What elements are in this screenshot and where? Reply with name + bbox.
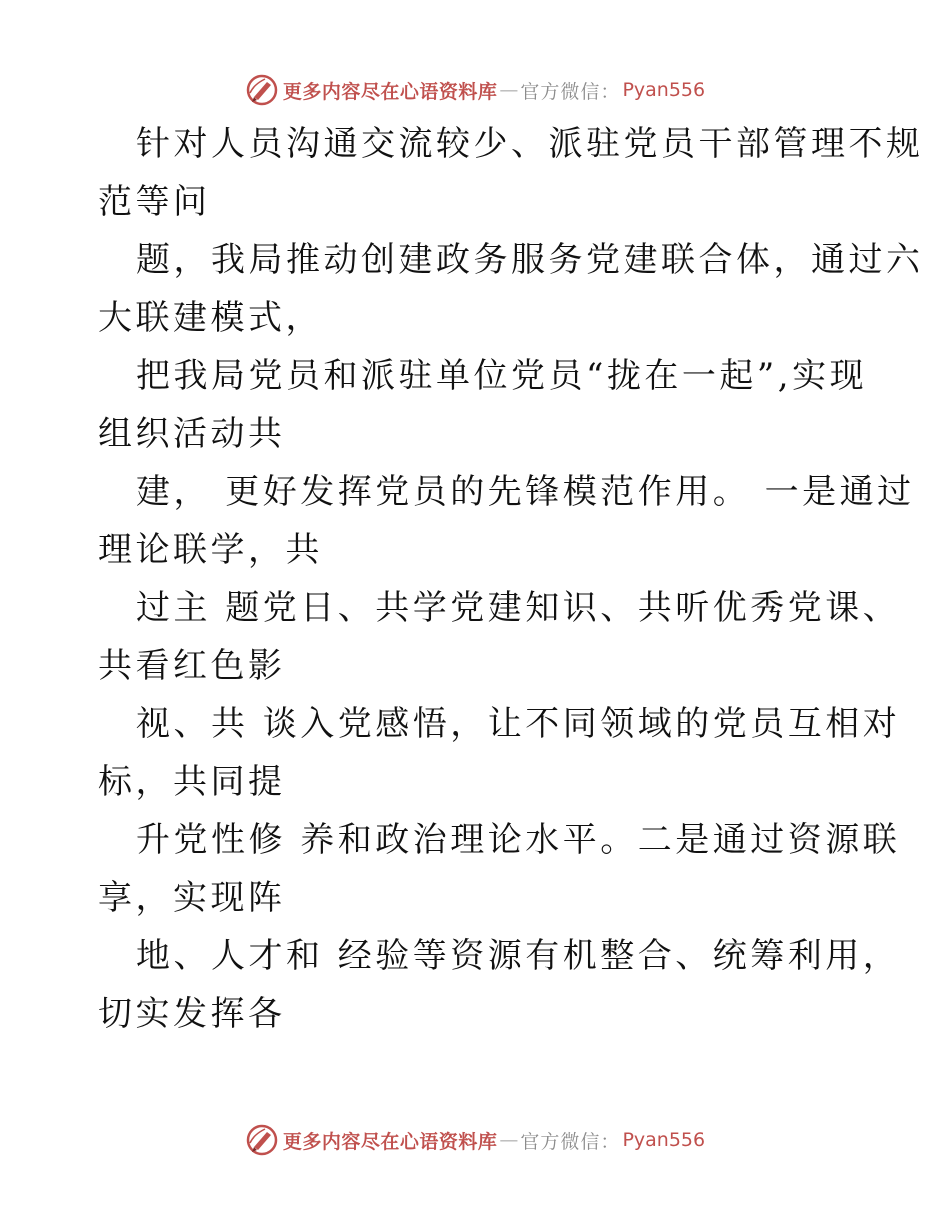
- banner-brand-text: 更多内容尽在心语资料库: [282, 1130, 498, 1153]
- paragraph-line: 过主 题党日、共学党建知识、共听优秀党课、: [136, 588, 901, 628]
- banner-separator: —: [499, 79, 519, 101]
- header-banner: [0, 70, 950, 110]
- paragraph: [98, 231, 924, 347]
- banner-brand-text: 更多内容尽在心语资料库: [282, 80, 498, 103]
- paragraph: [98, 811, 901, 927]
- paragraph-line: 组织活动共: [98, 414, 286, 454]
- paragraph: [98, 115, 924, 231]
- paragraph-line: 享，实现阵: [98, 878, 286, 918]
- paragraph-line: 地、人才和 经验等资源有机整合、统筹利用，: [136, 936, 901, 976]
- banner-wechat-label: 官方微信：: [520, 80, 621, 103]
- paragraph-line: 题，我局推动创建政务服务党建联合体，通过六: [136, 240, 924, 280]
- paragraph-line: 理论联学，共: [98, 530, 323, 570]
- paragraph: [98, 579, 901, 695]
- footer-banner: [0, 1120, 950, 1160]
- paragraph-line: 升党性修 养和政治理论水平。二是通过资源联: [136, 820, 901, 860]
- banner-wechat-id: Pyan556: [622, 79, 706, 101]
- paragraph-line: 范等问: [98, 182, 211, 222]
- paragraph: [98, 695, 901, 811]
- banner-wechat-label: 官方微信：: [520, 1130, 621, 1153]
- paragraph: [98, 347, 868, 463]
- paragraph-line: 把我局党员和派驻单位党员“拢在一起”,实现: [136, 356, 868, 396]
- paragraph: [98, 463, 915, 579]
- paragraph-line: 针对人员沟通交流较少、派驻党员干部管理不规: [136, 124, 924, 164]
- paragraph-line: 共看红色影: [98, 646, 286, 686]
- paragraph-line: 切实发挥各: [98, 994, 286, 1034]
- banner-separator: —: [499, 1129, 519, 1151]
- paragraph-line: 标，共同提: [98, 762, 286, 802]
- banner-wechat-id: Pyan556: [622, 1129, 706, 1151]
- paragraph-line: 视、共 谈入党感悟，让不同领域的党员互相对: [136, 704, 901, 744]
- document-body: [98, 115, 924, 1043]
- paragraph-line: 建， 更好发挥党员的先锋模范作用。 一是通过: [136, 472, 915, 512]
- paragraph-line: 大联建模式，: [98, 298, 323, 338]
- pen-logo-icon: [245, 1123, 279, 1157]
- paragraph: [98, 927, 901, 1043]
- pen-logo-icon: [245, 73, 279, 107]
